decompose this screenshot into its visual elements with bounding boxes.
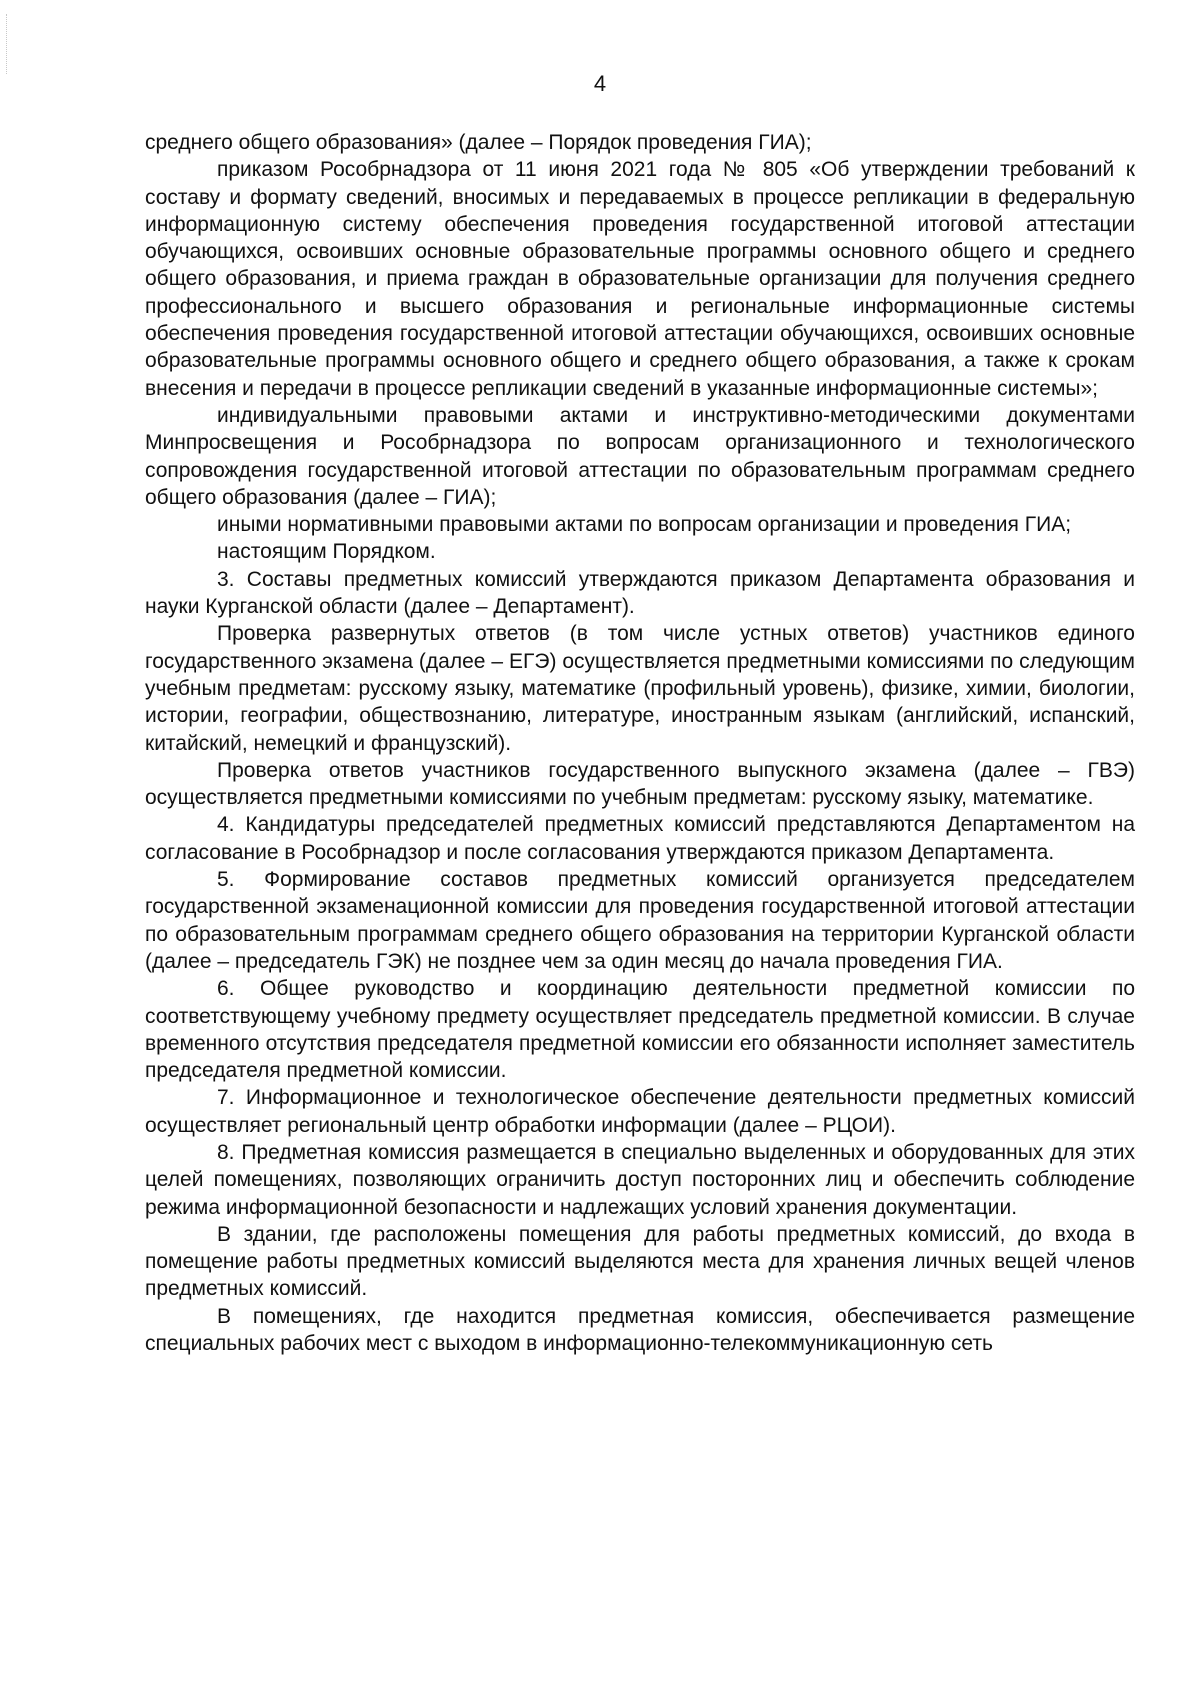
paragraph: среднего общего образования» (далее – Порядок проведения ГИА);	[145, 131, 812, 154]
paragraph: настоящим Порядком.	[217, 540, 436, 564]
paragraph: Проверка развернутых ответов (в том числе устных ответов) участников единого государственного экзамена (далее – ЕГЭ) осуществляется предметными комиссиями по следующим учебным предметам: русскому языку, математике (профильный уровень), физике, химии, биологии, истории, географии, обществознанию, литературе, иностранным языкам (английский, испанский, китайский, немецкий и французский).	[145, 622, 1135, 755]
paragraph: индивидуальными правовыми актами и инструктивно-методическими документами Минпросвещения и Рособрнадзора по вопросам организационного и технологического сопровождения государственной итоговой аттестации по образовательным программам среднего общего образования (далее – ГИА);	[145, 403, 1135, 509]
paragraph: 6. Общее руководство и координацию деятельности предметной комиссии по соответствующему учебному предмету осуществляет председатель предметной комиссии. В случае временного отсутствия председателя предметной комиссии его обязанности исполняет заместитель председателя предметной комиссии.	[145, 977, 1135, 1083]
paragraph: 3. Составы предметных комиссий утверждаются приказом Департамента образования и науки Курганской области (далее – Департамент).	[145, 567, 1135, 619]
scan-margin-marks	[6, 14, 9, 74]
paragraph: 5. Формирование составов предметных комиссий организуется председателем государственной экзаменационной комиссии для проведения государственной итоговой аттестации по образовательным программам среднего общего образования на территории Курганской области (далее – председатель ГЭК) не позднее чем за один месяц до начала проведения ГИА.	[145, 868, 1135, 973]
paragraph: 7. Информационное и технологическое обеспечение деятельности предметных комиссий осуществляет региональный центр обработки информации (далее – РЦОИ).	[145, 1086, 1135, 1137]
document-body	[145, 129, 1135, 1357]
paragraph: 4. Кандидатуры председателей предметных комиссий представляются Департаментом на согласование в Рособрнадзор и после согласования утверждаются приказом Департамента.	[145, 813, 1135, 864]
paragraph: иными нормативными правовыми актами по вопросам организации и проведения ГИА;	[217, 513, 1072, 537]
paragraph: 8. Предметная комиссия размещается в специально выделенных и оборудованных для этих целей помещениях, позволяющих ограничить доступ посторонних лиц и обеспечить соблюдение режима информационной безопасности и надлежащих условий хранения документации.	[145, 1140, 1135, 1219]
paragraph: В помещениях, где находится предметная комиссия, обеспечивается размещение специальных рабочих мест с выходом в информационно-телекоммуникационную сеть	[145, 1304, 1135, 1356]
page-number: 4	[593, 71, 607, 96]
paragraph: Проверка ответов участников государственного выпускного экзамена (далее – ГВЭ) осуществляется предметными комиссиями по учебным предметам: русскому языку, математике.	[145, 758, 1135, 810]
paragraph: приказом Рособрнадзора от 11 июня 2021 года № 805 «Об утверждении требований к составу и формату сведений, вносимых и передаваемых в процессе репликации в федеральную информационную систему обеспечения проведения государственной итоговой аттестации обучающихся, освоивших основные образовательные программы основного общего и среднего общего образования, и приема граждан в образовательные организации для получения среднего профессионального и высшего образования и региональные информационные системы обеспечения проведения государственной итоговой аттестации обучающихся, освоивших основные образовательные программы основного общего и среднего общего образования, а также к срокам внесения и передачи в процессе репликации сведений в указанные информационные системы»;	[145, 158, 1135, 400]
paragraph: В здании, где расположены помещения для работы предметных комиссий, до входа в помещение работы предметных комиссий выделяются места для хранения личных вещей членов предметных комиссий.	[145, 1222, 1135, 1301]
